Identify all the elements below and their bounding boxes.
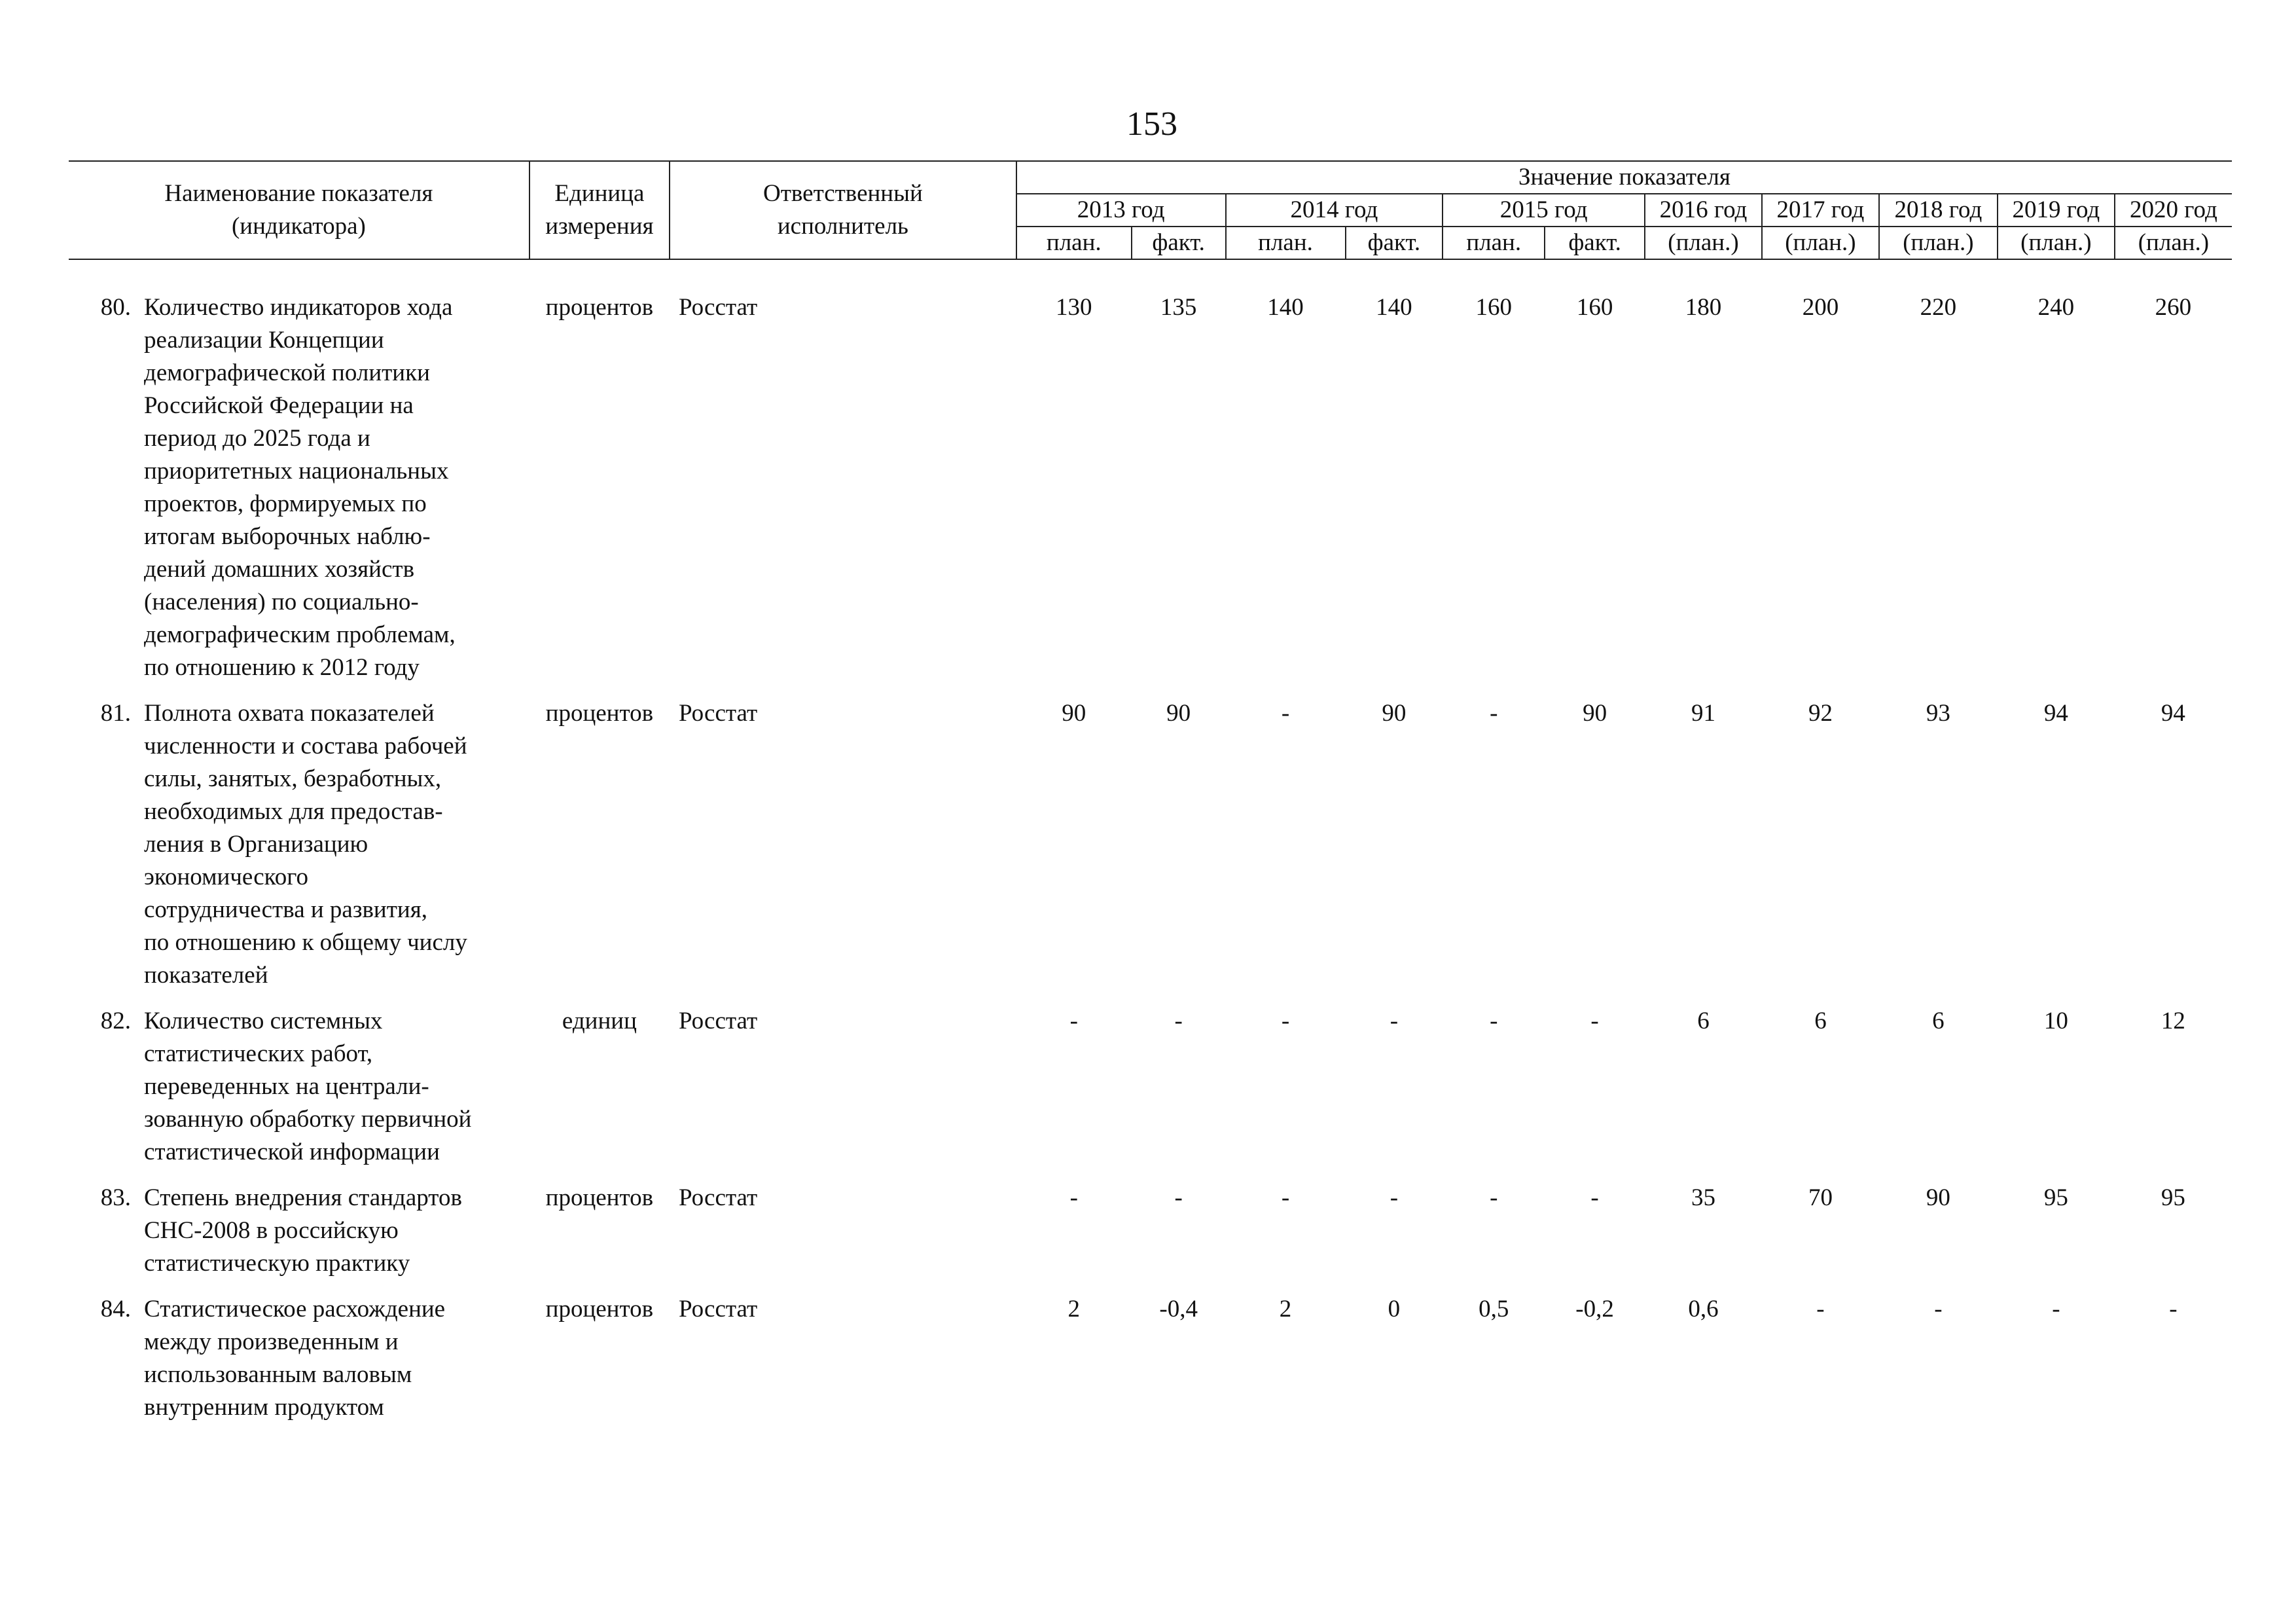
indicator-name-line: использованным валовым [144, 1361, 412, 1388]
value-cell: 6 [1814, 1008, 1827, 1034]
value-cell: 140 [1267, 294, 1304, 321]
value-cell: 240 [2037, 294, 2075, 321]
indicator-name-line: необходимых для предостав- [144, 798, 443, 825]
indicator-name-line: проектов, формируемых по [144, 490, 427, 517]
header-plan-2019: (план.) [1998, 227, 2115, 259]
header-year-2018: 2018 год [1879, 194, 1998, 227]
header-plan-2016: (план.) [1645, 227, 1762, 259]
value-cell: - [2169, 1296, 2178, 1322]
value-cell: 160 [1475, 294, 1512, 321]
value-cell: 260 [2155, 294, 2192, 321]
header-year-2014: 2014 год [1226, 194, 1443, 227]
indicator-name-line: итогам выборочных наблю- [144, 523, 431, 550]
table-row [69, 291, 2232, 697]
value-cell: 0 [1388, 1296, 1401, 1322]
value-cell: -0,2 [1575, 1296, 1614, 1322]
header-fact-2013: факт. [1132, 227, 1226, 259]
value-cell: - [1816, 1296, 1825, 1322]
indicator-name-line: статистическую практику [144, 1250, 410, 1277]
value-cell: 93 [1926, 700, 1950, 727]
indicator-name [140, 1182, 469, 1280]
executor-cell: Росстат [678, 1184, 758, 1211]
indicator-name-line: Полнота охвата показателей [144, 700, 435, 727]
indicator-name-line: реализации Концепции [144, 327, 384, 354]
row-index: 80. [100, 294, 131, 321]
indicator-name-line: численности и состава рабочей [144, 733, 467, 759]
value-cell: 135 [1160, 294, 1197, 321]
value-cell: - [1174, 1008, 1183, 1034]
value-cell: 220 [1920, 294, 1957, 321]
value-cell: 90 [1583, 700, 1607, 727]
row-index: 83. [100, 1184, 131, 1211]
value-cell: 140 [1376, 294, 1412, 321]
indicator-name-line: Количество индикаторов хода [144, 294, 453, 321]
value-cell: 35 [1691, 1184, 1715, 1211]
indicator-name-line: период до 2025 года и [144, 425, 370, 452]
table-row [69, 697, 2232, 1005]
value-cell: 90 [1382, 700, 1407, 727]
indicator-name-line: экономического [144, 864, 309, 890]
unit-cell: процентов [545, 1184, 654, 1211]
value-cell: - [1069, 1008, 1078, 1034]
value-cell: 91 [1691, 700, 1715, 727]
value-cell: 200 [1802, 294, 1839, 321]
value-cell: 90 [1926, 1184, 1950, 1211]
header-year-2019: 2019 год [1998, 194, 2115, 227]
value-cell: 92 [1808, 700, 1833, 727]
value-cell: 180 [1685, 294, 1722, 321]
indicator-name-line: внутренним продуктом [144, 1394, 384, 1421]
unit-cell: единиц [562, 1008, 637, 1034]
value-cell: - [1281, 1184, 1290, 1211]
value-cell: 2 [1067, 1296, 1081, 1322]
indicator-name [140, 1293, 452, 1424]
indicator-name-line: силы, занятых, безработных, [144, 765, 442, 792]
header-fact-2015: факт. [1545, 227, 1645, 259]
value-cell: - [1590, 1184, 1599, 1211]
unit-cell: процентов [545, 294, 654, 321]
header-year-2013: 2013 год [1016, 194, 1226, 227]
indicator-name-line: Российской Федерации на [144, 392, 414, 419]
executor-cell: Росстат [678, 1296, 758, 1322]
value-cell: - [1490, 1008, 1498, 1034]
indicator-name [140, 697, 474, 992]
unit-cell: процентов [545, 700, 654, 727]
indicator-name-line: Количество системных [144, 1008, 383, 1034]
value-cell: 6 [1932, 1008, 1945, 1034]
executor-cell: Росстат [678, 700, 758, 727]
indicator-name-line: переведенных на централи- [144, 1073, 429, 1100]
value-cell: 12 [2161, 1008, 2185, 1034]
value-cell: - [1390, 1184, 1399, 1211]
value-cell: - [1590, 1008, 1599, 1034]
header-plan-2018: (план.) [1879, 227, 1998, 259]
value-cell: - [1490, 1184, 1498, 1211]
indicator-name-line: (населения) по социально- [144, 589, 419, 615]
indicator-name-line: сотрудничества и развития, [144, 896, 427, 923]
table-row [69, 1182, 2232, 1293]
indicator-name-line: статистической информации [144, 1139, 440, 1165]
header-name-col: Наименование показателя (индикатора) [69, 161, 529, 259]
value-cell: - [1174, 1184, 1183, 1211]
header-plan-2015: план. [1443, 227, 1545, 259]
indicator-name-line: ления в Организацию [144, 831, 368, 858]
indicator-name-line: приоритетных национальных [144, 458, 449, 484]
indicator-name-cell [69, 697, 529, 1005]
indicator-name-cell [69, 1182, 529, 1293]
executor-cell: Росстат [678, 294, 758, 321]
indicator-name-line: демографическим проблемам, [144, 621, 456, 648]
indicator-name-line: между произведенным и [144, 1328, 399, 1355]
header-year-2020: 2020 год [2115, 194, 2232, 227]
indicator-name-line: Статистическое расхождение [144, 1296, 446, 1322]
indicator-name-line: по отношению к общему числу [144, 929, 467, 956]
page-number: 153 [1126, 105, 1177, 143]
header-unit-col: Единица измерения [529, 161, 670, 259]
indicator-name-cell [69, 1005, 529, 1182]
row-index: 82. [100, 1008, 131, 1034]
header-plan-2020: (план.) [2115, 227, 2232, 259]
table-row [69, 1293, 2232, 1437]
indicator-name-line: демографической политики [144, 359, 430, 386]
value-cell: - [1281, 1008, 1290, 1034]
value-cell: 10 [2043, 1008, 2068, 1034]
value-cell: 130 [1056, 294, 1092, 321]
executor-cell: Росстат [678, 1008, 758, 1034]
value-cell: 94 [2043, 700, 2068, 727]
header-plan-2014: план. [1226, 227, 1346, 259]
value-cell: 70 [1808, 1184, 1833, 1211]
indicator-name-line: Степень внедрения стандартов [144, 1184, 462, 1211]
indicator-name [140, 1005, 478, 1169]
value-cell: 0,5 [1479, 1296, 1509, 1322]
indicator-name-cell [69, 1293, 529, 1437]
value-cell: - [1934, 1296, 1943, 1322]
row-index: 81. [100, 700, 131, 727]
header-exec-col: Ответственный исполнитель [670, 161, 1016, 259]
value-cell: - [1490, 700, 1498, 727]
header-plan-2013: план. [1016, 227, 1132, 259]
value-cell: 90 [1062, 700, 1086, 727]
value-cell: - [1281, 700, 1290, 727]
value-cell: 95 [2161, 1184, 2185, 1211]
indicator-name [140, 291, 462, 684]
value-cell: 0,6 [1688, 1296, 1719, 1322]
value-cell: 2 [1279, 1296, 1292, 1322]
value-cell: -0,4 [1159, 1296, 1198, 1322]
unit-cell: процентов [545, 1296, 654, 1322]
table-body [69, 259, 2232, 1437]
value-cell: 95 [2043, 1184, 2068, 1211]
indicator-name-line: дений домашних хозяйств [144, 556, 415, 583]
header-year-2015: 2015 год [1443, 194, 1645, 227]
indicator-name-line: статистических работ, [144, 1040, 373, 1067]
value-cell: 94 [2161, 700, 2185, 727]
header-plan-2017: (план.) [1762, 227, 1879, 259]
row-index: 84. [100, 1296, 131, 1322]
value-cell: 90 [1166, 700, 1191, 727]
header-fact-2014: факт. [1346, 227, 1443, 259]
header-gap [69, 259, 2232, 291]
value-cell: - [1069, 1184, 1078, 1211]
header-year-2017: 2017 год [1762, 194, 1879, 227]
indicator-name-line: зованную обработку первичной [144, 1106, 472, 1133]
indicators-table [69, 160, 2232, 1437]
header-value-group: Значение показателя [1016, 161, 2232, 194]
indicator-name-cell [69, 291, 529, 697]
indicator-name-line: СНС-2008 в российскую [144, 1217, 399, 1244]
table-header [69, 161, 2232, 259]
value-cell: - [1390, 1008, 1399, 1034]
value-cell: - [2052, 1296, 2060, 1322]
header-year-2016: 2016 год [1645, 194, 1762, 227]
indicator-name-line: показателей [144, 962, 268, 989]
value-cell: 160 [1576, 294, 1613, 321]
indicator-name-line: по отношению к 2012 году [144, 654, 420, 681]
table-row [69, 1005, 2232, 1182]
value-cell: 6 [1697, 1008, 1710, 1034]
